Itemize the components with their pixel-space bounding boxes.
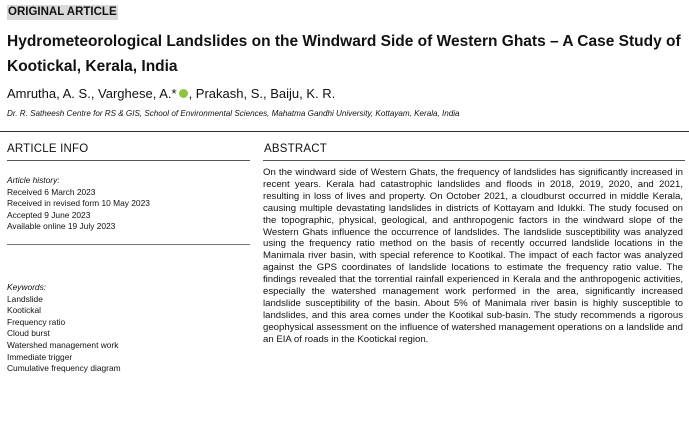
header-divider — [0, 131, 689, 132]
keywords-heading: Keywords: — [7, 282, 47, 292]
keyword-item: Watershed management work — [7, 339, 119, 350]
keywords-list — [7, 282, 247, 375]
keyword-item: Landslide — [7, 293, 43, 304]
section-label: ORIGINAL ARTICLE — [8, 6, 117, 18]
author-list — [7, 85, 667, 103]
keyword-item: Cumulative frequency diagram — [7, 363, 121, 374]
history-heading: Article history: — [7, 175, 60, 185]
history-revised: Received in revised form 10 May 2023 — [7, 198, 150, 209]
abstract-divider — [263, 160, 685, 161]
article-history — [7, 175, 247, 233]
authors-primary: Amrutha, A. S., Varghese, A.* — [7, 86, 177, 101]
article-title: Hydrometeorological Landslides on the Windward Side of Western Ghats – A Case Study of Kootickal, Kerala, India — [7, 33, 681, 75]
keyword-item: Kootickal — [7, 305, 41, 316]
orcid-icon[interactable] — [179, 89, 188, 98]
affiliation: Dr. R. Satheesh Centre for RS & GIS, School of Environmental Sciences, Mahatma Gandhi University, Kottayam, Kerala, India — [7, 109, 460, 118]
keyword-item: Frequency ratio — [7, 316, 66, 327]
keyword-item: Immediate trigger — [7, 351, 73, 362]
history-accepted: Accepted 9 June 2023 — [7, 209, 91, 220]
abstract-heading: ABSTRACT — [264, 143, 327, 155]
article-info-divider — [7, 160, 250, 161]
abstract-text: On the windward side of Western Ghats, the frequency of landslides has significantly increased in recent years. Kerala had catastrophic landslides and floods in 2018, 2019, 2020, and 2021, resulting in loss of lives and property. On October 2021, a cloudburst occurred in middle Kerala, causing multiple devastating landslides in districts of Kottayam and Idukki. The study focused on the topographic, physical, geological, and anthropogenic factors in the windward slope of the Western Ghats influence the occurrence of landslides. The landslide susceptibility was analyzed using the frequency ratio method on the basis of recently occurred landslide locations in the Manimala river basin, with special reference to Kootikal. The impact of each factor was analyzed against the GPS coordinates of landslide locations to estimate the frequency ratio value. The findings revealed that the torrential rainfall experienced in Kerala and the anthropogenic activities, especially the watershed management work performed in the area, significantly increased landslide susceptibility of the basin. About 5% of Manimala river basin is highly susceptible to landslides, and this area comes under the Kootikal sub-basin. The study recommends a rigorous geophysical assessment on the influence of watershed management operations on a landslide and an EIA of roads in the Kootickal region. — [263, 167, 683, 345]
history-online: Available online 19 July 2023 — [7, 221, 116, 232]
authors-secondary: , Prakash, S., Baiju, K. R. — [188, 86, 336, 101]
history-divider — [7, 244, 250, 245]
article-info-heading: ARTICLE INFO — [7, 143, 89, 155]
keyword-item: Cloud burst — [7, 328, 50, 339]
history-received: Received 6 March 2023 — [7, 186, 96, 197]
